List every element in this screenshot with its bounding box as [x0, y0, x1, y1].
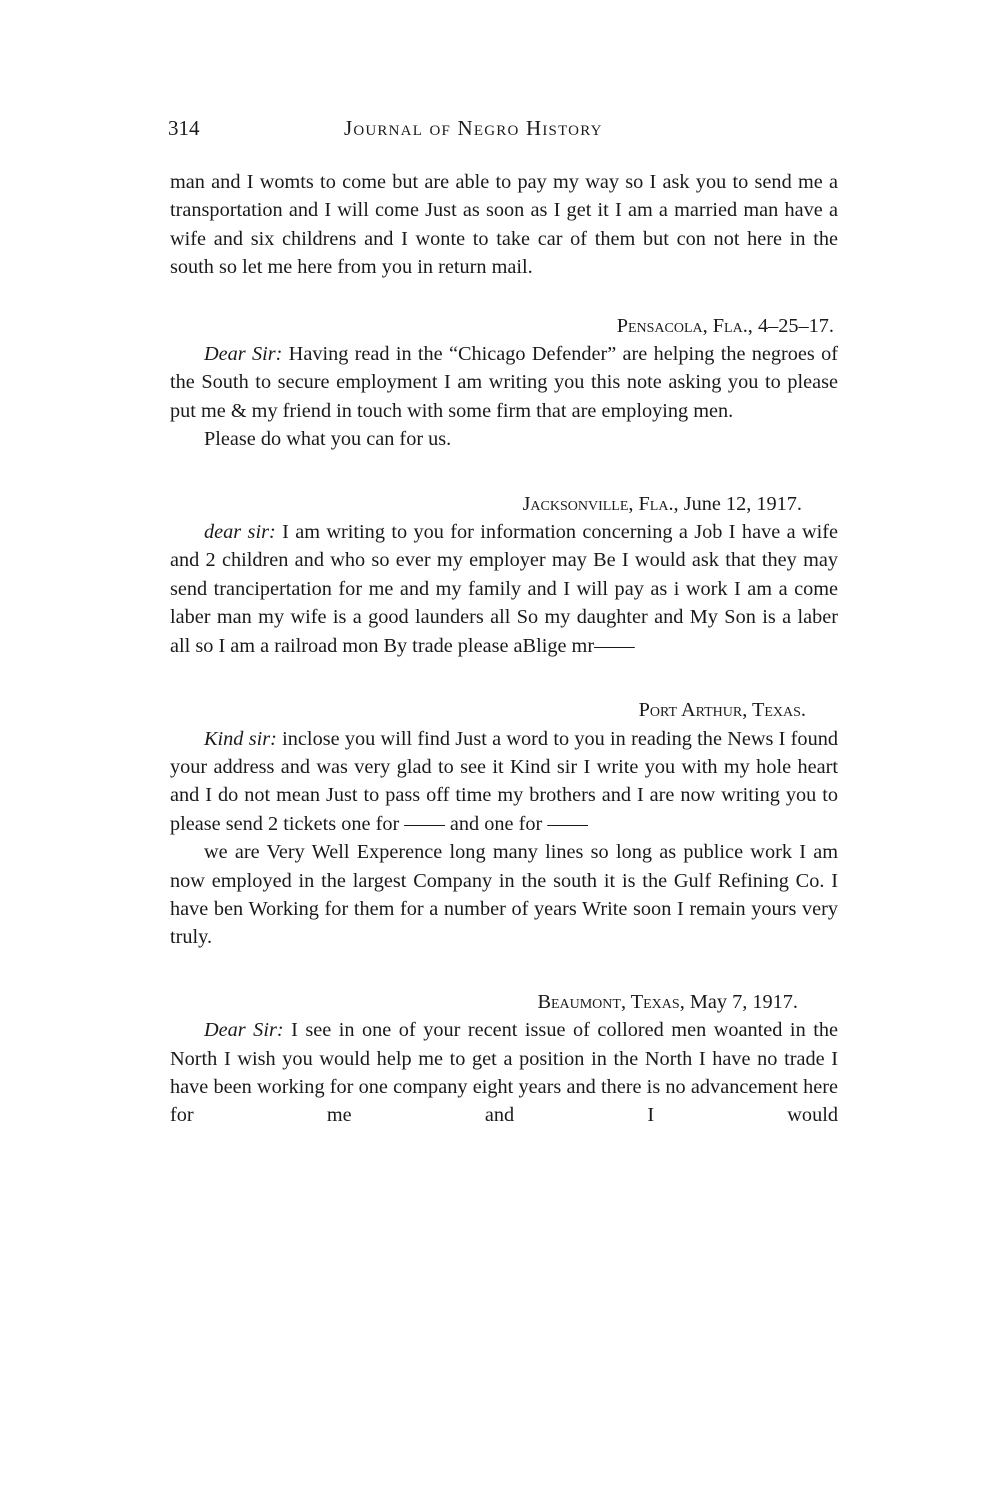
dateline-date: , 4–25–17.: [747, 314, 834, 337]
letter-body-continued: we are Very Well Experence long many lines so long as publice work I am now employed in the largest Company in the south it is the Gulf Refining Co. I have ben Working for them for a number of years Write soon I remain yours very truly.: [170, 841, 838, 949]
letter-body-text: inclose you will find Just a word to you in reading the News I found your address and was very glad to see it Kind sir I write you with my hole heart and I do not mean Just to pass off time my brothers and I are now writing you to please send 2 tickets one for —— and one for ——: [170, 727, 838, 835]
dateline: [170, 696, 838, 724]
journal-page: [170, 112, 838, 1130]
letter-body-text: Having read in the “Chicago Defender” are helping the negroes of the South to secure employment I am writing you this note asking you to please put me & my friend in touch with some firm that are employing men.: [170, 343, 838, 422]
letter-closing: Please do what you can for us.: [204, 428, 452, 451]
letter-beaumont: [170, 988, 838, 1130]
journal-title: Journal of Negro History: [344, 116, 603, 140]
letter-body: [170, 518, 838, 660]
dateline-place: Port Arthur, Texas.: [638, 699, 806, 722]
letter-body: [170, 725, 838, 839]
letter-body-text: I am writing to you for information concerning a Job I have a wife and 2 children and who so ever my employer may Be I would ask that they may send trancipertation for me and my family and I will pay as i work I am a come laber man my wife is a good launders all So my daughter and My Son is a laber all so I am a railroad mon By trade please aBlige mr——: [170, 521, 838, 657]
continuation-paragraph: man and I womts to come but are able to pay my way so I ask you to send me a transportation and I will come Just as soon as I get it I am a married man have a wife and six childrens and I wonte to take car of them but con not here in the south so let me here from you in return mail.: [170, 171, 838, 279]
salutation: dear sir:: [204, 521, 276, 544]
letter-body: [170, 1016, 838, 1130]
salutation: Dear Sir:: [204, 1019, 284, 1042]
dateline: [170, 988, 838, 1016]
letter-jacksonville: [170, 490, 838, 660]
dateline-place: Beaumont, Texas: [537, 990, 680, 1013]
dateline-place: Jacksonville, Fla.: [522, 492, 674, 515]
letter-body: [170, 340, 838, 425]
dateline: [170, 490, 838, 518]
letter-pensacola: [170, 312, 838, 454]
dateline: [170, 312, 838, 340]
salutation: Kind sir:: [204, 727, 277, 750]
salutation: Dear Sir:: [204, 343, 283, 366]
dateline-date: , May 7, 1917.: [679, 990, 798, 1013]
letter-body-text: I see in one of your recent issue of collored men woanted in the North I wish you would help me to get a position in the North I have no trade I have been working for one company eight years and there is no advancement here for me and I would: [170, 1019, 838, 1127]
running-head: [170, 112, 838, 148]
page-number: 314: [168, 116, 200, 140]
dateline-place: Pensacola, Fla.: [616, 314, 748, 337]
letter-port-arthur: [170, 696, 838, 952]
dateline-date: , June 12, 1917.: [673, 492, 802, 515]
